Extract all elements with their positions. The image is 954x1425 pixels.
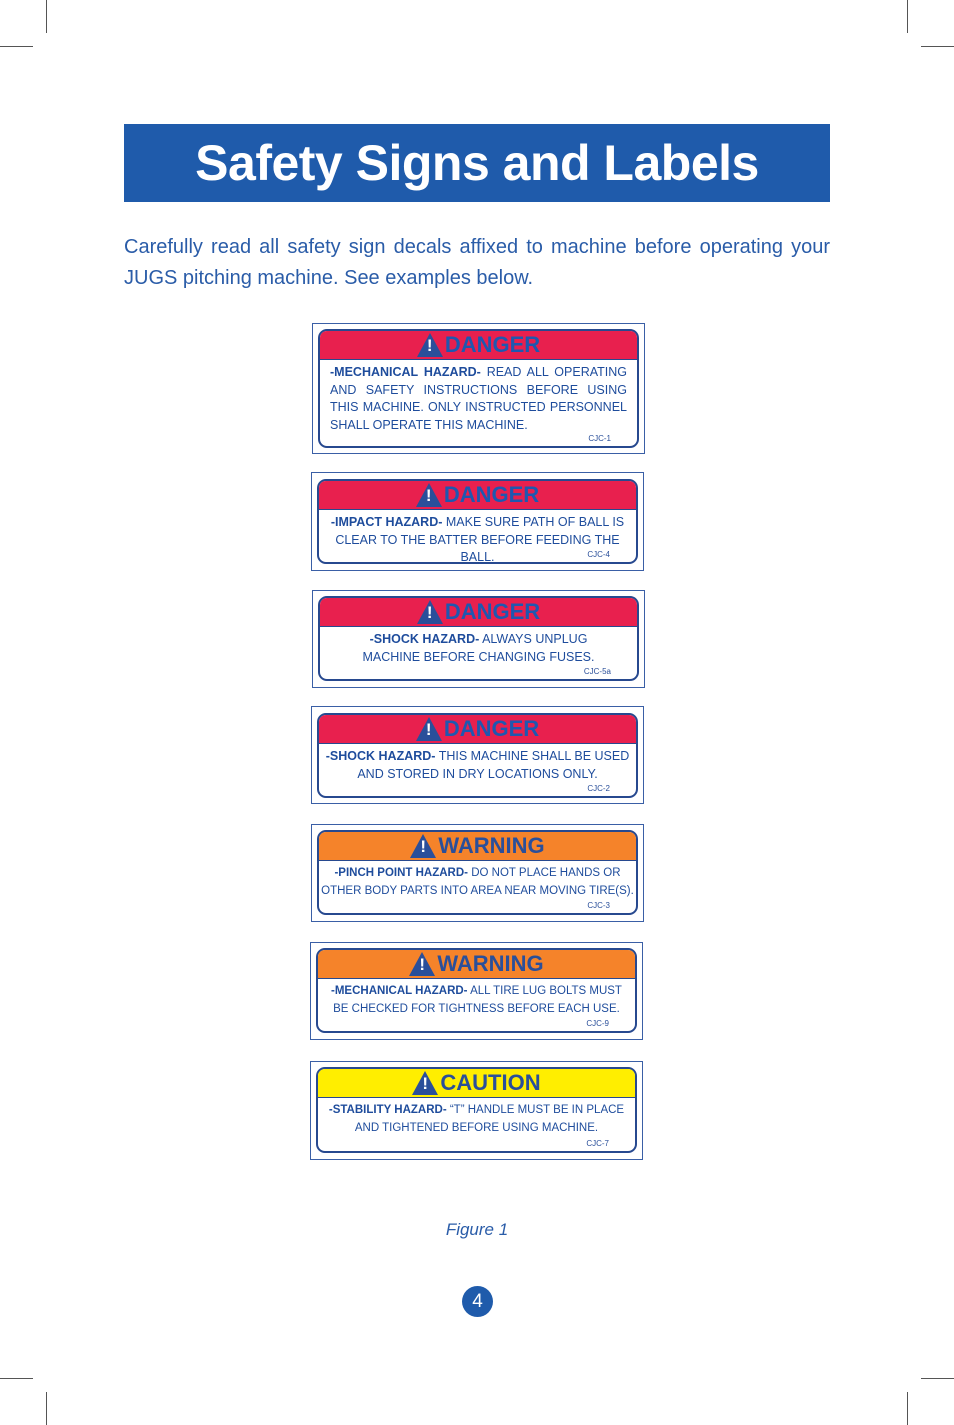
crop-mark — [46, 0, 47, 33]
crop-mark — [907, 1392, 908, 1425]
signal-word: WARNING — [438, 833, 545, 858]
hazard-name: -SHOCK HAZARD- — [369, 632, 480, 646]
decal-label — [317, 830, 638, 915]
hazard-name: -IMPACT HAZARD- — [330, 515, 443, 529]
hazard-text: DO NOT PLACE HANDS OR OTHER BODY PARTS INTO AREA NEAR MOVING TIRE(S). — [321, 867, 634, 897]
hazard-text: MAKE SURE PATH OF BALL IS CLEAR TO THE BATTER BEFORE FEEDING THE BALL. — [335, 515, 625, 564]
decal-cjc-1 — [312, 323, 645, 454]
decal-label — [318, 329, 639, 448]
signal-word: DANGER — [443, 482, 540, 507]
decal-label — [316, 1067, 637, 1153]
decal-label — [317, 479, 638, 564]
warning-header — [319, 832, 636, 861]
alert-triangle-icon: ! — [410, 834, 436, 858]
crop-mark — [907, 0, 908, 33]
crop-mark — [921, 1378, 954, 1379]
signal-word: DANGER — [443, 716, 540, 741]
hazard-name: -MECHANICAL HAZARD- — [330, 365, 481, 379]
warning-header — [318, 950, 635, 979]
decal-label — [317, 713, 638, 798]
hazard-text: ALWAYS UNPLUG MACHINE BEFORE CHANGING FUSES. — [362, 632, 595, 664]
hazard-name: -MECHANICAL HAZARD- — [331, 985, 468, 997]
alert-triangle-icon: ! — [416, 717, 442, 741]
alert-triangle-icon: ! — [417, 600, 443, 624]
danger-header — [320, 331, 637, 360]
decal-code: CJC-5a — [583, 667, 611, 676]
title-banner — [124, 124, 830, 202]
decal-cjc-4 — [311, 472, 644, 571]
decal-label — [316, 948, 637, 1033]
decal-cjc-7 — [310, 1061, 643, 1160]
decal-cjc-3 — [311, 824, 644, 922]
crop-mark — [46, 1392, 47, 1425]
hazard-name: -SHOCK HAZARD- — [325, 749, 436, 763]
crop-mark — [921, 46, 954, 47]
decal-code: CJC-7 — [586, 1139, 609, 1148]
decal-code: CJC-1 — [588, 434, 611, 443]
decal-message — [319, 861, 636, 900]
signal-word: CAUTION — [440, 1070, 541, 1095]
decal-cjc-5a — [312, 590, 645, 688]
hazard-name: -STABILITY HAZARD- — [328, 1104, 447, 1116]
page-title: Safety Signs and Labels — [195, 135, 759, 191]
caution-header — [318, 1069, 635, 1098]
decal-code: CJC-4 — [587, 550, 610, 559]
alert-triangle-icon: ! — [409, 952, 435, 976]
decal-message — [318, 1098, 635, 1137]
decal-label — [318, 596, 639, 681]
hazard-text: ALL TIRE LUG BOLTS MUST BE CHECKED FOR TIGHTNESS BEFORE EACH USE. — [333, 985, 622, 1015]
signal-word: DANGER — [444, 599, 541, 624]
decal-message — [318, 979, 635, 1018]
page-number: 4 — [462, 1286, 493, 1317]
decal-code: CJC-3 — [587, 901, 610, 910]
intro-paragraph: Carefully read all safety sign decals affixed to machine before operating your JUGS pitching machine. See examples below. — [124, 236, 830, 289]
signal-word: DANGER — [444, 332, 541, 357]
alert-triangle-icon: ! — [416, 483, 442, 507]
figure-caption: Figure 1 — [445, 1220, 509, 1239]
alert-triangle-icon: ! — [412, 1071, 438, 1095]
crop-mark — [0, 46, 33, 47]
hazard-text: READ ALL OPERATING AND SAFETY INSTRUCTIONS BEFORE USING THIS MACHINE. ONLY INSTRUCTED PERSONNEL SHALL OPERATE THIS MACHINE. — [330, 365, 627, 432]
danger-header — [319, 481, 636, 510]
decal-message — [320, 360, 637, 434]
hazard-text: THIS MACHINE SHALL BE USED AND STORED IN DRY LOCATIONS ONLY. — [357, 749, 630, 781]
hazard-text: “T” HANDLE MUST BE IN PLACE AND TIGHTENED BEFORE USING MACHINE. — [354, 1104, 625, 1134]
decal-message — [319, 744, 636, 783]
decal-code: CJC-2 — [587, 784, 610, 793]
signal-word: WARNING — [437, 951, 544, 976]
decal-code: CJC-9 — [586, 1019, 609, 1028]
crop-mark — [0, 1378, 33, 1379]
danger-header — [320, 598, 637, 627]
decal-message — [320, 627, 637, 666]
alert-triangle-icon: ! — [417, 333, 443, 357]
danger-header — [319, 715, 636, 744]
decal-cjc-2 — [311, 706, 644, 804]
hazard-name: -PINCH POINT HAZARD- — [334, 867, 468, 879]
decal-cjc-9 — [310, 942, 643, 1040]
